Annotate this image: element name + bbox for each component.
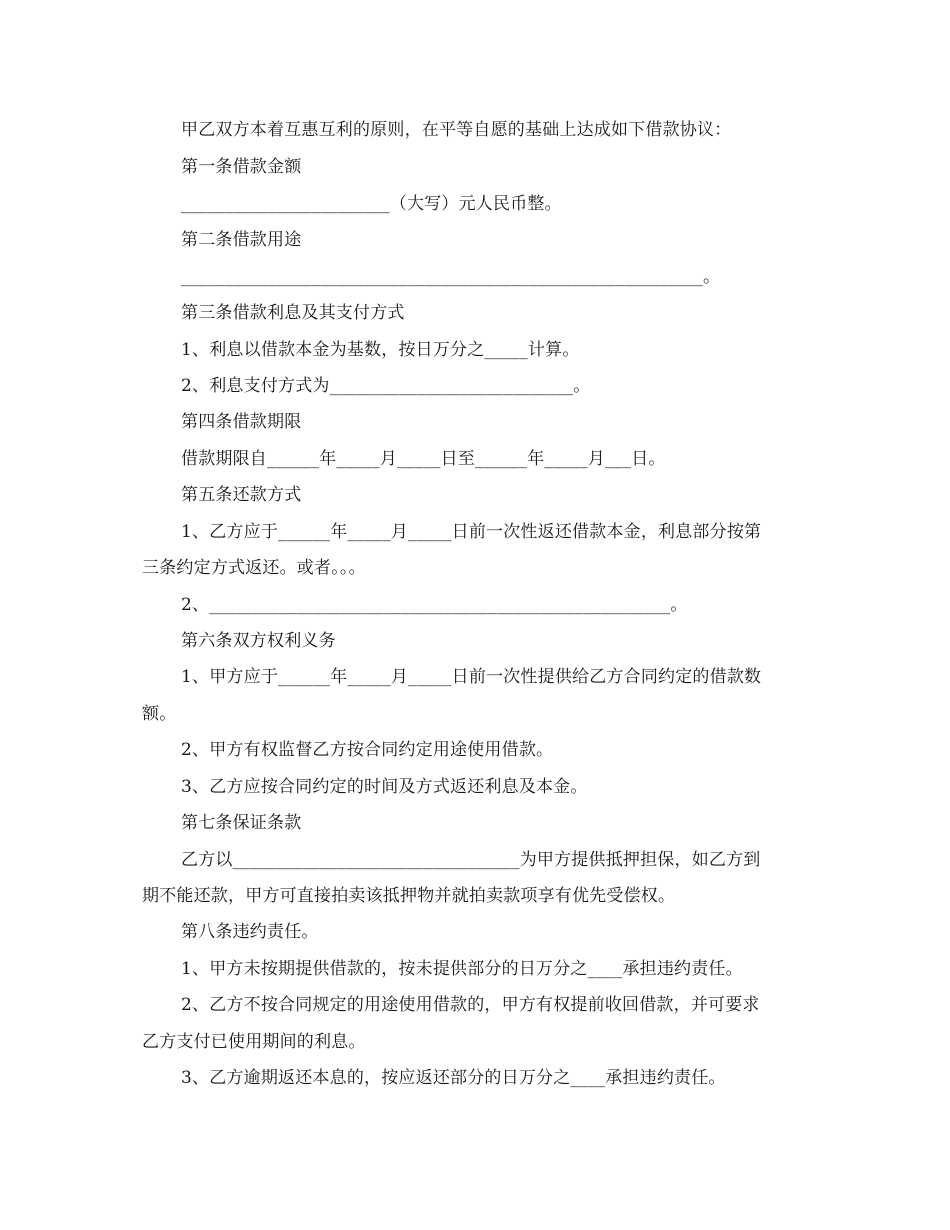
liability-clause-2: 2、乙方不按合同规定的用途使用借款的，甲方有权提前收回借款，并可要求: [181, 995, 760, 1015]
interest-clause-1: 1、利息以借款本金为基数，按日万分之_____计算。: [181, 340, 580, 360]
article-3-heading: 第三条借款利息及其支付方式: [181, 303, 405, 323]
intro-paragraph: 甲乙双方本着互惠互利的原则，在平等自愿的基础上达成如下借款协议：: [181, 120, 732, 140]
loan-purpose-line: ____________________________________________________________。: [181, 267, 721, 287]
rights-clause-3: 3、乙方应按合同约定的时间及方式返还利息及本金。: [181, 777, 588, 797]
rights-clause-1-cont: 额。: [142, 704, 177, 724]
rights-clause-2: 2、甲方有权监督乙方按合同约定用途使用借款。: [181, 740, 554, 760]
article-8-heading: 第八条违约责任。: [181, 922, 319, 942]
repayment-clause-2: 2、_____________________________________________________。: [181, 595, 688, 615]
guarantee-clause: 乙方以_________________________________为甲方提供抵押担保，如乙方到: [181, 850, 761, 870]
liability-clause-3: 3、乙方逾期返还本息的，按应返还部分的日万分之____承担违约责任。: [181, 1068, 726, 1088]
liability-clause-1: 1、甲方未按期提供借款的，按未提供部分的日万分之____承担违约责任。: [181, 959, 743, 979]
article-5-heading: 第五条还款方式: [181, 485, 302, 505]
rights-clause-1: 1、甲方应于______年_____月_____日前一次性提供给乙方合同约定的借款数: [181, 667, 762, 687]
guarantee-clause-cont: 期不能还款，甲方可直接拍卖该抵押物并就拍卖款项享有优先受偿权。: [142, 886, 676, 906]
article-1-heading: 第一条借款金额: [181, 157, 302, 177]
article-2-heading: 第二条借款用途: [181, 230, 302, 250]
article-4-heading: 第四条借款期限: [181, 412, 302, 432]
interest-clause-2: 2、利息支付方式为____________________________。: [181, 376, 591, 396]
loan-term-line: 借款期限自______年_____月_____日至______年_____月___日。: [181, 449, 666, 469]
loan-amount-line: ________________________（大写）元人民币整。: [181, 194, 562, 214]
article-6-heading: 第六条双方权利义务: [181, 631, 336, 651]
article-7-heading: 第七条保证条款: [181, 813, 302, 833]
repayment-clause-1: 1、乙方应于______年_____月_____日前一次性返还借款本金，利息部分按第: [181, 522, 762, 542]
repayment-clause-1-cont: 三条约定方式返还。或者。。。: [142, 558, 366, 578]
liability-clause-2-cont: 乙方支付已使用期间的利息。: [142, 1032, 366, 1052]
